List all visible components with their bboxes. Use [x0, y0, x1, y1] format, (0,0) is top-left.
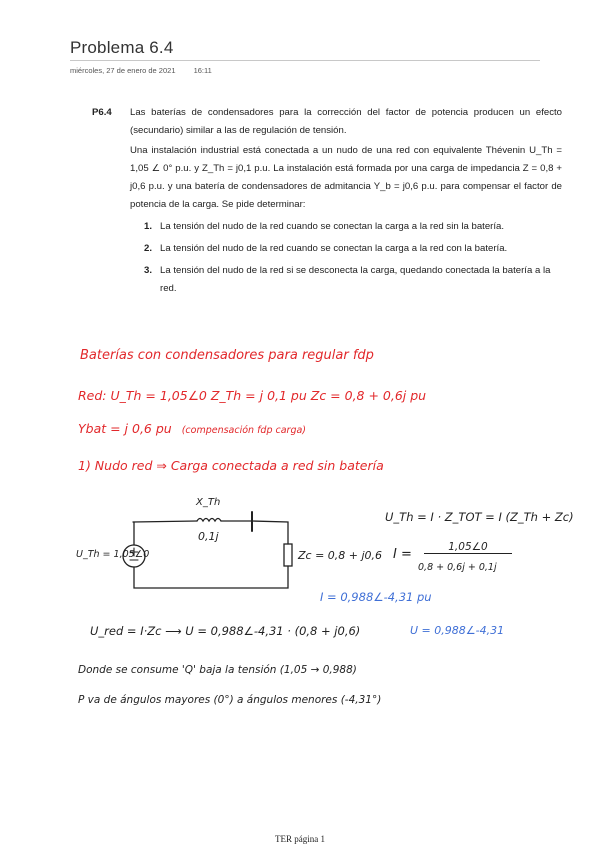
- question-text: La tensión del nudo de la red cuando se conectan la carga a la red sin la batería.: [160, 221, 505, 232]
- xth-value: 0,1j: [198, 530, 219, 543]
- equation-i-lhs: I =: [393, 547, 412, 562]
- wire-top-left: [133, 521, 197, 522]
- equation-i-result: I = 0,988∠-4,31 pu: [320, 590, 432, 604]
- equation-uth: U_Th = I · Z_TOT = I (Z_Th + Zc): [385, 510, 574, 524]
- question-number: 3.: [144, 265, 153, 276]
- page-time: 16:11: [193, 66, 212, 75]
- question-number: 2.: [144, 243, 153, 254]
- source-label: U_Th = 1,05∠0: [76, 549, 150, 560]
- wire-bottom: [134, 566, 288, 588]
- inductor-symbol: [197, 519, 221, 522]
- equation-u-result: U = 0,988∠-4,31: [410, 624, 505, 637]
- question-number: 1.: [144, 221, 153, 232]
- notes-heading: Baterías con condensadores para regular fdp: [80, 348, 374, 363]
- question-text: La tensión del nudo de la red cuando se conectan la carga a la red con la batería.: [160, 243, 508, 254]
- equation-u-red: U_red = I·Zc ⟶ U = 0,988∠-4,31 · (0,8 + j0,6): [90, 624, 361, 638]
- page-title: Problema 6.4: [70, 38, 174, 57]
- battery-note: (compensación fdp carga): [181, 425, 307, 436]
- problem-description: Una instalación industrial está conectada a un nudo de una red con equivalente Thévenin U_Th = 1,05 ∠ 0° p.u. y Z_Th = j0,1 p.u. La instalación está formada por una carga de impedancia Z = 0,8 + j0,6 p.u. y una batería de condensadores de admitancia Y_b = j0,6 p.u. para compensar el factor de potencia de la carga. Se pide determinar:: [130, 145, 562, 210]
- load-label: Zc = 0,8 + j0,6: [298, 549, 383, 562]
- network-parameters: Red: U_Th = 1,05∠0 Z_Th = j 0,1 pu Zc = 0,8 + 0,6j pu: [78, 388, 427, 403]
- equation-i-numerator: 1,05∠0: [424, 541, 512, 554]
- problem-intro: Las baterías de condensadores para la corrección del factor de potencia producen un efecto (secundario) similar a las de regulación de tensión.: [130, 107, 562, 136]
- page-date: miércoles, 27 de enero de 2021: [70, 66, 176, 75]
- xth-label: X_Th: [196, 497, 221, 508]
- page-footer: TER página 1: [275, 834, 325, 844]
- note-voltage-drop: Donde se consume 'Q' baja la tensión (1,05 → 0,988): [78, 664, 357, 676]
- equation-i-denominator: 0,8 + 0,6j + 0,1j: [418, 562, 497, 573]
- wire-top-right: [252, 521, 288, 544]
- note-power-angle: P va de ángulos mayores (0°) a ángulos menores (-4,31°): [78, 694, 382, 706]
- load-impedance-symbol: [284, 544, 292, 566]
- battery-value: Ybat = j 0,6 pu: [78, 421, 172, 436]
- section-heading-1: 1) Nudo red ⇒ Carga conectada a red sin batería: [78, 458, 384, 473]
- problem-id: P6.4: [92, 107, 112, 118]
- question-text: La tensión del nudo de la red si se desconecta la carga, quedando conectada la batería a la red.: [160, 265, 551, 294]
